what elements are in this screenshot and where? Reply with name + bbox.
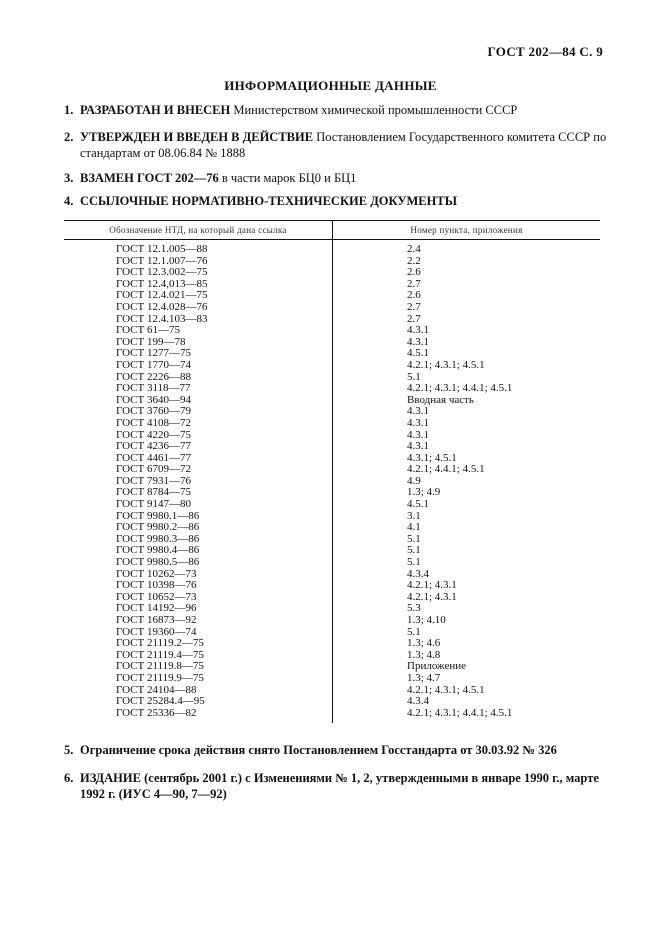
cell-document: ГОСТ 9980.2—86 bbox=[64, 522, 333, 534]
cell-clause: Приложение bbox=[407, 660, 467, 673]
cell-document: ГОСТ 12.1.007—76 bbox=[64, 256, 333, 268]
cell-clause: 1.3; 4.10 bbox=[407, 614, 446, 626]
cell-document: ГОСТ 61—75 bbox=[64, 325, 333, 337]
item-continuation: стандартам от 08.06.84 № 1888 bbox=[80, 146, 246, 160]
cell-document: ГОСТ 2226—88 bbox=[64, 372, 333, 384]
info-item-1 bbox=[64, 102, 612, 118]
item-number: 3. bbox=[64, 171, 74, 185]
cell-clause: 5.1 bbox=[407, 370, 421, 383]
cell-clause: 5.1 bbox=[407, 532, 421, 545]
info-item-4 bbox=[64, 193, 612, 209]
cell-document: ГОСТ 21119.9—75 bbox=[64, 673, 333, 685]
cell-clause: 4.3.4 bbox=[407, 695, 429, 708]
cell-document: ГОСТ 21119.2—75 bbox=[64, 638, 333, 650]
item-text: в части марок БЦ0 и БЦ1 bbox=[218, 171, 357, 185]
item-text: Ограничение срока действия снято Постановлением Госстандарта от 30.03.92 № 326 bbox=[80, 743, 557, 757]
cell-document: ГОСТ 19360—74 bbox=[64, 627, 333, 639]
cell-document: ГОСТ 10262—73 bbox=[64, 569, 333, 581]
table-row bbox=[64, 499, 600, 511]
item-number: 4. bbox=[64, 194, 74, 208]
cell-document: ГОСТ 9147—80 bbox=[64, 499, 333, 511]
cell-document: ГОСТ 12.4.103—83 bbox=[64, 314, 333, 326]
cell-document: ГОСТ 24104—88 bbox=[64, 685, 333, 697]
info-item-2 bbox=[64, 129, 612, 161]
cell-document: ГОСТ 12.3.002—75 bbox=[64, 267, 333, 279]
info-item-5 bbox=[64, 742, 612, 758]
cell-clause: Вводная часть bbox=[407, 393, 474, 406]
cell-document: ГОСТ 1770—74 bbox=[64, 360, 333, 372]
cell-clause: 4.9 bbox=[407, 474, 421, 487]
cell-clause: 5.1 bbox=[407, 625, 421, 638]
cell-clause: 2.6 bbox=[407, 266, 421, 279]
table-row bbox=[64, 302, 600, 314]
table-row bbox=[64, 557, 600, 569]
cell-document: ГОСТ 3640—94 bbox=[64, 395, 333, 407]
info-item-3 bbox=[64, 170, 612, 186]
cell-clause: 4.2.1; 4.3.1; 4.5.1 bbox=[407, 358, 485, 371]
table-row bbox=[64, 615, 600, 627]
cell-clause: 4.2.1; 4.3.1; 4.4.1; 4.5.1 bbox=[407, 706, 513, 719]
table-header-row bbox=[64, 221, 600, 240]
cell-document: ГОСТ 21119.4—75 bbox=[64, 650, 333, 662]
cell-document: ГОСТ 4461—77 bbox=[64, 453, 333, 465]
cell-clause: 2.6 bbox=[407, 289, 421, 302]
cell-document: ГОСТ 3760—79 bbox=[64, 406, 333, 418]
cell-clause: 4.2.1; 4.3.1 bbox=[407, 590, 457, 603]
table-body bbox=[64, 240, 600, 724]
cell-document: ГОСТ 12.4.021—75 bbox=[64, 290, 333, 302]
table-row bbox=[64, 360, 600, 372]
table-row bbox=[64, 418, 600, 430]
item-lead: ССЫЛОЧНЫЕ НОРМАТИВНО-ТЕХНИЧЕСКИЕ ДОКУМЕНТЫ bbox=[80, 194, 457, 208]
cell-document: ГОСТ 3118—77 bbox=[64, 383, 333, 395]
table-row bbox=[64, 325, 600, 337]
cell-clause: 4.3.1 bbox=[407, 335, 429, 348]
table-row bbox=[64, 708, 600, 724]
cell-clause: 4.3.1; 4.5.1 bbox=[407, 451, 457, 464]
item-number: 2. bbox=[64, 130, 74, 144]
cell-clause: 1.3; 4.6 bbox=[407, 637, 441, 650]
item-lead: РАЗРАБОТАН И ВНЕСЕН bbox=[80, 103, 231, 117]
cell-clause: 4.5.1 bbox=[407, 347, 429, 360]
table-row bbox=[64, 673, 600, 685]
item-number: 6. bbox=[64, 771, 74, 785]
reference-table bbox=[64, 220, 600, 723]
cell-clause: 4.5.1 bbox=[407, 498, 429, 511]
item-text: ИЗДАНИЕ (сентябрь 2001 г.) с Изменениями № 1, 2, утвержденными в январе 1990 г., марте bbox=[80, 771, 599, 785]
cell-clause: 4.3.1 bbox=[407, 428, 429, 441]
column-header-document: Обозначение НТД, на который дана ссылка bbox=[64, 221, 333, 240]
cell-clause: 4.2.1; 4.3.1 bbox=[407, 579, 457, 592]
cell-clause: 5.1 bbox=[407, 544, 421, 557]
item-text: Министерством химической промышленности СССР bbox=[230, 103, 518, 117]
table-row bbox=[64, 383, 600, 395]
item-number: 1. bbox=[64, 103, 74, 117]
table-row bbox=[64, 240, 600, 256]
table-row bbox=[64, 696, 600, 708]
cell-clause: 4.2.1; 4.3.1; 4.5.1 bbox=[407, 683, 485, 696]
cell-document: ГОСТ 4220—75 bbox=[64, 430, 333, 442]
cell-document: ГОСТ 25336—82 bbox=[64, 708, 333, 724]
item-lead: ВЗАМЕН ГОСТ 202—76 bbox=[80, 171, 219, 185]
cell-clause: 4.3.1 bbox=[407, 416, 429, 429]
cell-clause: 5.3 bbox=[407, 602, 421, 615]
cell-clause: 2.2 bbox=[407, 254, 421, 267]
cell-document: ГОСТ 12.4,013—85 bbox=[64, 279, 333, 291]
cell-document: ГОСТ 16873—92 bbox=[64, 615, 333, 627]
cell-clause: 2.7 bbox=[407, 277, 421, 290]
cell-document: ГОСТ 12.1.005—88 bbox=[64, 240, 333, 256]
item-lead: УТВЕРЖДЕН И ВВЕДЕН В ДЕЙСТВИЕ bbox=[80, 130, 314, 144]
table-row bbox=[64, 441, 600, 453]
document-title: ИНФОРМАЦИОННЫЕ ДАННЫЕ bbox=[224, 78, 437, 93]
cell-document: ГОСТ 8784—75 bbox=[64, 487, 333, 499]
cell-document: ГОСТ 7931—76 bbox=[64, 476, 333, 488]
info-item-6 bbox=[64, 770, 612, 802]
cell-clause: 1.3; 4.7 bbox=[407, 671, 441, 684]
page-header: ГОСТ 202—84 С. 9 bbox=[487, 44, 603, 59]
cell-clause: 5.1 bbox=[407, 556, 421, 569]
item-number: 5. bbox=[64, 743, 74, 757]
cell-document: ГОСТ 4236—77 bbox=[64, 441, 333, 453]
cell-clause: 4.3.1 bbox=[407, 405, 429, 418]
cell-document: ГОСТ 12.4.028—76 bbox=[64, 302, 333, 314]
cell-clause: 2.4 bbox=[407, 243, 421, 255]
cell-document: ГОСТ 14192—96 bbox=[64, 603, 333, 615]
cell-clause: 1.3; 4.9 bbox=[407, 486, 441, 499]
cell-clause: 2.7 bbox=[407, 300, 421, 313]
cell-document: ГОСТ 10652—73 bbox=[64, 592, 333, 604]
cell-document: ГОСТ 9980.5—86 bbox=[64, 557, 333, 569]
cell-document: ГОСТ 10398—76 bbox=[64, 580, 333, 592]
item-text: Постановлением Государственного комитета СССР по bbox=[313, 130, 607, 144]
item-continuation: 1992 г. (ИУС 4—90, 7—92) bbox=[80, 787, 227, 801]
cell-clause: 4.2.1; 4.3.1; 4.4.1; 4.5.1 bbox=[407, 382, 513, 395]
cell-clause: 4.2.1; 4.4.1; 4.5.1 bbox=[407, 463, 485, 476]
cell-document: ГОСТ 199—78 bbox=[64, 337, 333, 349]
cell-document: ГОСТ 6709—72 bbox=[64, 464, 333, 476]
cell-clause: 4.1 bbox=[407, 521, 421, 534]
column-header-clause: Номер пункта, приложения bbox=[333, 221, 601, 240]
cell-document: ГОСТ 9980.1—86 bbox=[64, 511, 333, 523]
cell-document: ГОСТ 25284.4—95 bbox=[64, 696, 333, 708]
cell-clause: 4.3.4 bbox=[407, 567, 429, 580]
cell-clause: 2.7 bbox=[407, 312, 421, 325]
cell-clause: 1.3; 4.8 bbox=[407, 648, 441, 661]
cell-clause: 4.3.1 bbox=[407, 440, 429, 453]
cell-document: ГОСТ 4108—72 bbox=[64, 418, 333, 430]
cell-clause: 4.3.1 bbox=[407, 324, 429, 337]
cell-document: ГОСТ 21119.8—75 bbox=[64, 661, 333, 673]
cell-document: ГОСТ 1277—75 bbox=[64, 348, 333, 360]
cell-clause: 3.1 bbox=[407, 509, 421, 522]
cell-document: ГОСТ 9980.3—86 bbox=[64, 534, 333, 546]
cell-document: ГОСТ 9980.4—86 bbox=[64, 545, 333, 557]
